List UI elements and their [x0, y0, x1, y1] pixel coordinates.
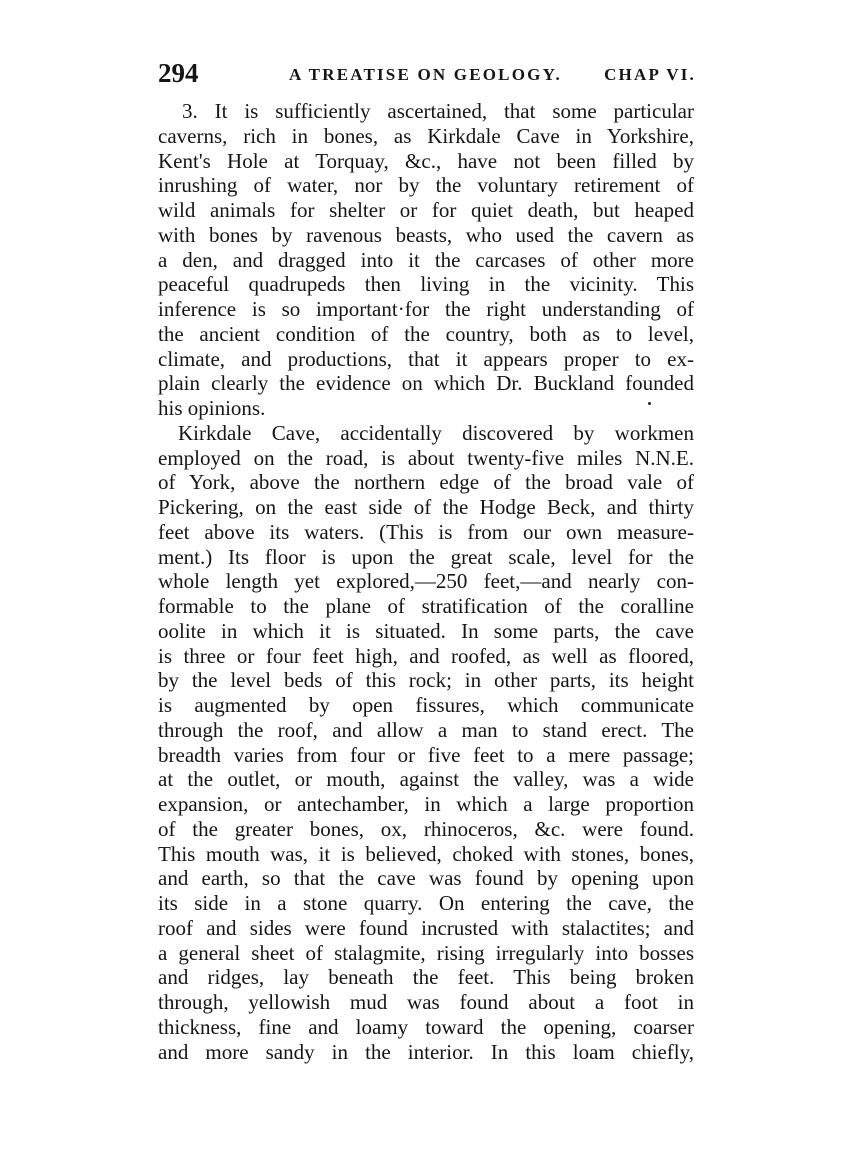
text-line: This mouth was, it is believed, choked with stones, bones,	[158, 841, 694, 866]
text-line: through the roof, and allow a man to stand erect. The	[158, 717, 694, 742]
text-line: a general sheet of stalagmite, rising irregularly into bosses	[158, 940, 694, 965]
text-line: feet above its waters. (This is from our own measure-	[158, 519, 694, 544]
text-line: his opinions.	[158, 396, 266, 420]
text-line: breadth varies from four or five feet to a mere passage;	[158, 742, 694, 767]
stray-print-mark	[648, 402, 651, 405]
text-line: thickness, fine and loamy toward the opening, coarser	[158, 1014, 694, 1039]
text-line: caverns, rich in bones, as Kirkdale Cave in Yorkshire,	[158, 123, 694, 148]
text-line: formable to the plane of stratification of the coralline	[158, 594, 694, 618]
text-line: inference is so important·for the right understanding of	[158, 297, 694, 321]
text-line: and ridges, lay beneath the feet. This being broken	[158, 965, 694, 990]
text-line: is augmented by open fissures, which communicate	[158, 693, 694, 717]
text-line: expansion, or antechamber, in which a large proportion	[158, 792, 694, 816]
text-line: is three or four feet high, and roofed, as well as floored,	[158, 643, 694, 668]
running-title: A TREATISE ON GEOLOGY.	[289, 65, 562, 84]
text-line: and earth, so that the cave was found by opening upon	[158, 866, 694, 891]
text-line: employed on the road, is about twenty-five miles N.N.E.	[158, 445, 694, 470]
text-line: plain clearly the evidence on which Dr. Buckland founded	[158, 371, 694, 396]
text-line: ment.) Its floor is upon the great scale, level for the	[158, 544, 694, 569]
text-line: climate, and productions, that it appears proper to ex-	[158, 346, 694, 371]
text-line: of York, above the northern edge of the broad vale of	[158, 470, 694, 495]
text-line: its side in a stone quarry. On entering the cave, the	[158, 891, 694, 915]
text-line: with bones by ravenous beasts, who used the cavern as	[158, 222, 694, 247]
text-line: oolite in which it is situated. In some parts, the cave	[158, 618, 694, 643]
text-line: and more sandy in the interior. In this loam chiefly,	[158, 1039, 694, 1064]
page-header	[158, 56, 698, 90]
text-line: 3. It is sufficiently ascertained, that some particular	[182, 99, 694, 123]
text-line: a den, and dragged into it the carcases of other more	[158, 247, 694, 272]
text-line: wild animals for shelter or for quiet death, but heaped	[158, 198, 694, 222]
text-line: of the greater bones, ox, rhinoceros, &c. were found.	[158, 816, 694, 841]
text-line: inrushing of water, nor by the voluntary retirement of	[158, 173, 694, 198]
body-text	[158, 99, 694, 1064]
text-line: Kirkdale Cave, accidentally discovered by workmen	[178, 420, 694, 445]
text-line: whole length yet explored,—250 feet,—and nearly con-	[158, 569, 694, 594]
text-line: roof and sides were found incrusted with stalactites; and	[158, 915, 694, 940]
text-line: Kent's Hole at Torquay, &c., have not been filled by	[158, 148, 694, 173]
text-line: the ancient condition of the country, both as to level,	[158, 321, 694, 346]
chapter-label: CHAP VI.	[604, 65, 696, 84]
text-line: by the level beds of this rock; in other parts, its height	[158, 668, 694, 693]
text-line: peaceful quadrupeds then living in the vicinity. This	[158, 272, 694, 297]
text-line: through, yellowish mud was found about a foot in	[158, 990, 694, 1014]
text-line: Pickering, on the east side of the Hodge Beck, and thirty	[158, 495, 694, 519]
page-number: 294	[158, 58, 199, 88]
text-line: at the outlet, or mouth, against the valley, was a wide	[158, 767, 694, 792]
